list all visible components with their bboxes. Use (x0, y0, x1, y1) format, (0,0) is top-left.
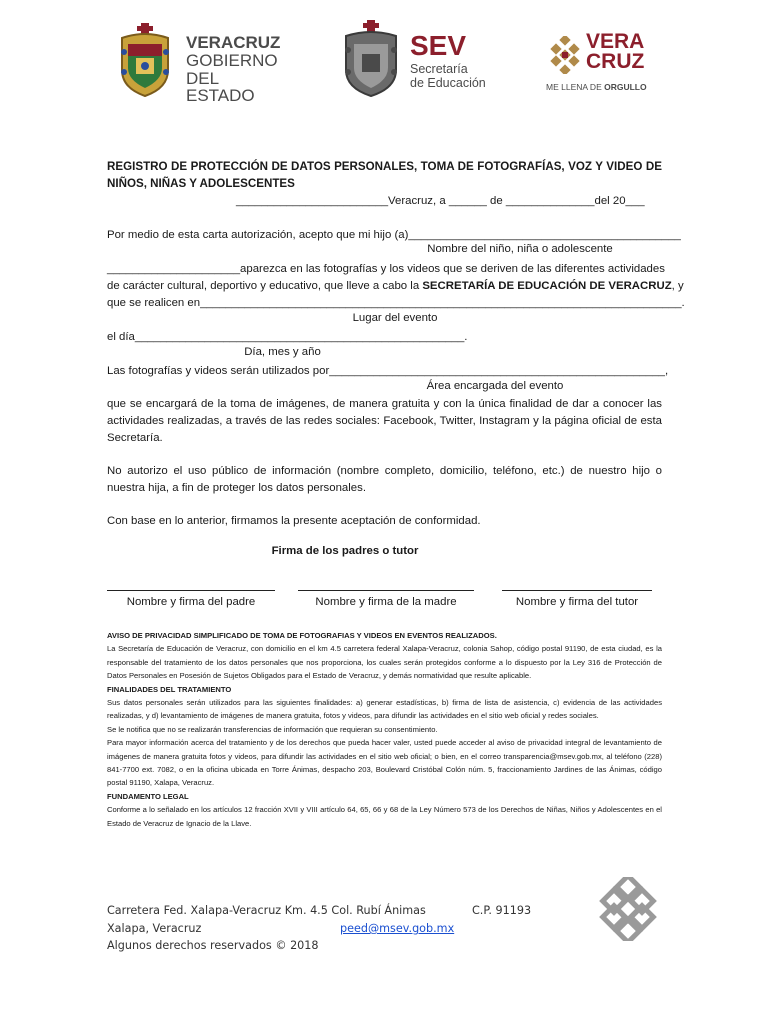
header-logos (0, 0, 768, 110)
veracruz-gobierno-logo (116, 22, 286, 105)
footer-knot-icon (596, 877, 660, 941)
signature-label-mother: Nombre y firma de la madre (315, 596, 457, 608)
knot-pattern-icon (546, 36, 584, 74)
date-line: ________________________Veracruz, a ______ de ______________del 20___ (236, 195, 645, 207)
caption-place: Lugar del evento (352, 312, 438, 324)
privacy-para2: Sus datos personales serán utilizados para las siguientes finalidades: a) generar estadísticas, b) firma de lista de asistencia, c) evidencia de las actividades realizadas, y d) levantamiento de imágenes de manera gratuita, fotos y videos, para difundir las actividades en el sitio web oficial y redes sociales. (107, 698, 662, 721)
privacy-para3: Se le notifica que no se realizarán transferencias de información que requieran su consentimiento. (107, 724, 438, 734)
logo2-line1: SEV (410, 30, 467, 61)
caption-child-name: Nombre del niño, niña o adolescente (427, 243, 613, 255)
conformity-paragraph: Con base en lo anterior, firmamos la presente aceptación de conformidad. (107, 515, 481, 527)
signature-label-father: Nombre y firma del padre (126, 596, 256, 608)
signature-line-mother[interactable] (298, 590, 474, 591)
usage-line: Las fotografías y videos serán utilizados por_____________________________________________________, (107, 365, 669, 377)
logo3-line2: CRUZ (586, 50, 645, 73)
signature-line-tutor[interactable] (502, 590, 652, 591)
sev-name: SECRETARÍA DE EDUCACIÓN DE VERACRUZ (422, 280, 672, 292)
tagline-bold: ORGULLO (604, 82, 647, 92)
privacy-para5: Conforme a lo señalado en los artículos 12 fracción XVII y VIII artículo 64, 65, 66 y 68 de la Ley Número 573 de los Derechos de Niñas, Niños y Adolescentes en el Estado de Veracruz de Ignacio de la Llave. (107, 805, 662, 828)
tagline-text: ME LLENA DE (546, 82, 605, 92)
privacy-notice (107, 629, 662, 830)
caption-date: Día, mes y año (244, 346, 321, 358)
sev-shield-icon (340, 20, 402, 98)
activities-line (107, 278, 684, 294)
logo1-line3: DEL ESTADO (186, 69, 255, 105)
no-authorize-paragraph: No autorizo el uso público de información (nombre completo, domicilio, teléfono, etc.) de nuestro hijo o nuestra hija, a fin de proteger los datos personales. (107, 465, 662, 494)
veracruz-orgullo-logo (546, 30, 656, 96)
footer-address: Carretera Fed. Xalapa-Veracruz Km. 4.5 Col. Rubí Ánimas (107, 904, 426, 917)
logo2-line3: de Educación (410, 76, 486, 90)
day-line: el día____________________________________________________. (107, 331, 468, 343)
signature-label-tutor: Nombre y firma del tutor (515, 596, 639, 608)
sev-logo (340, 20, 500, 100)
footer-postal: C.P. 91193 (472, 904, 532, 917)
privacy-heading3: FUNDAMENTO LEGAL (107, 791, 189, 801)
signature-line-father[interactable] (107, 590, 275, 591)
logo1-line2: GOBIERNO (186, 51, 278, 70)
place-line: que se realicen en____________________________________________________________________________. (107, 297, 685, 309)
footer-rights: Algunos derechos reservados © 2018 (107, 939, 319, 952)
footer-city: Xalapa, Veracruz (107, 922, 202, 935)
footer-email-link[interactable]: peed@msev.gob.mx (340, 922, 455, 935)
logo1-line1: VERACRUZ (186, 33, 281, 52)
appearance-line: _____________________aparezca en las fotografías y los videos que se deriven de las diferentes actividades (107, 263, 665, 275)
privacy-heading2: FINALIDADES DEL TRATAMIENTO (107, 684, 232, 694)
coat-of-arms-icon (116, 22, 174, 98)
privacy-para1: La Secretaría de Educación de Veracruz, con domicilio en el km 4.5 carretera federal Xalapa-Veracruz, colonia Sahop, código postal 91190, de esta ciudad, es la responsable del tratamiento de los datos personales que nos proporciona, los cuales serán protegidos conforme a lo dispuesto por la Ley 316 de Protección de Datos Personales en Posesión de Sujetos Obligados para el Estado de Veracruz, y demás normatividad que resulte aplicable. (107, 644, 662, 681)
signature-heading: Firma de los padres o tutor (271, 545, 419, 557)
caption-area: Área encargada del evento (426, 380, 564, 392)
purpose-paragraph: que se encargará de la toma de imágenes, de manera gratuita y con la única finalidad de dar a conocer las actividades realizadas, a través de las redes sociales: Facebook, Twitter, Instagram y la página oficial de esta Secretaría. (107, 398, 662, 444)
document-title: REGISTRO DE PROTECCIÓN DE DATOS PERSONALES, TOMA DE FOTOGRAFÍAS, VOZ Y VIDEO DE NIÑOS, NIÑAS Y ADOLESCENTES (107, 160, 662, 190)
activities-text: de carácter cultural, deportivo y educativo, que lleve a cabo la (107, 280, 423, 292)
privacy-heading: AVISO DE PRIVACIDAD SIMPLIFICADO DE TOMA DE FOTOGRAFIAS Y VIDEOS EN EVENTOS REALIZADOS. (107, 631, 497, 640)
activities-suffix: , y (671, 280, 684, 292)
logo3-tagline (546, 82, 647, 92)
privacy-para4: Para mayor información acerca del tratamiento y de los derechos que pueda hacer valer, usted puede acceder al aviso de privacidad integral de levantamiento de imágenes de manera gratuita fotos y videos, para difundir las actividades en el sitio web oficial; o bien, en el correo transparencia@msev.gob.mx, al teléfono (228) 841-7700 ext. 7082, o en la oficina ubicada en Torre Ánimas, despacho 203, Boulevard Cristóbal Colón núm. 5, fraccionamiento Jardines de las Ánimas, código postal 91190, Xalapa, Veracruz. (107, 738, 662, 788)
authorization-line: Por medio de esta carta autorización, acepto que mi hijo (a)___________________________________________ (107, 229, 681, 241)
logo2-line2: Secretaría (410, 62, 468, 76)
logo3-line1: VERA (586, 30, 645, 53)
